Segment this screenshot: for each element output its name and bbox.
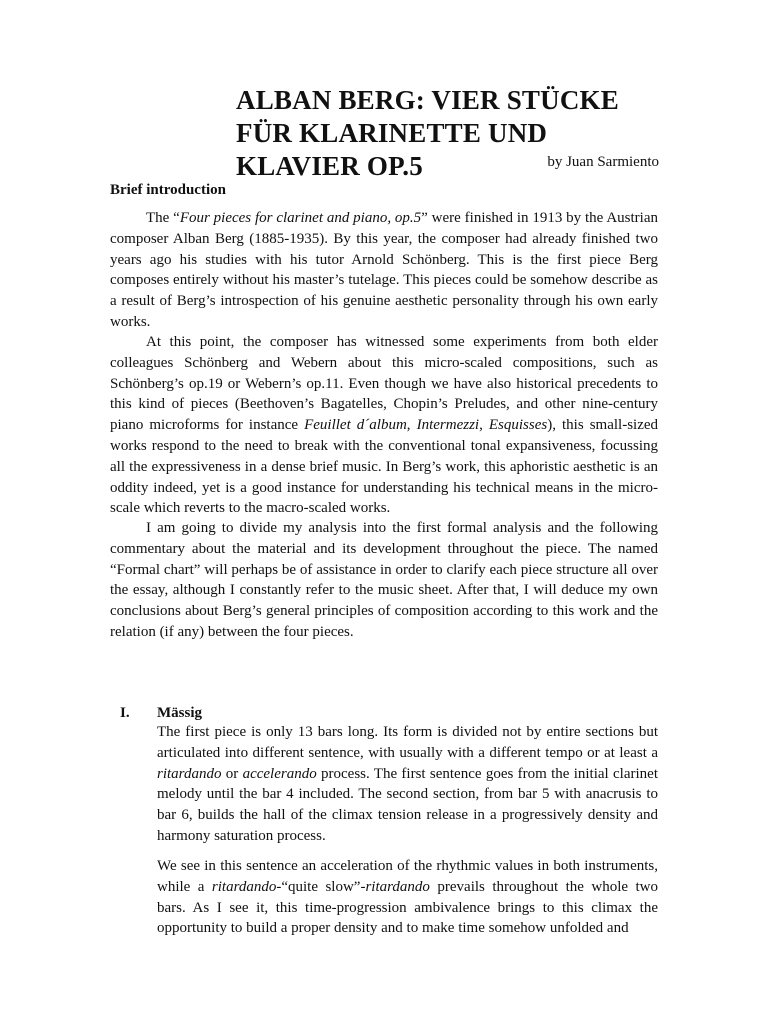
text-run: process. The first sentence goes from the initial clarinet melody until the bar 4 included. The second section, from bar 5 with anacrusis to bar 6, builds the hall of the climax tension release in a progressively density and harmony saturation process. — [157, 765, 658, 844]
section-number: I. — [120, 705, 130, 721]
text-run: , — [479, 417, 489, 434]
text-run: The first piece is only 13 bars long. Its form is divided not by entire sections but articulated into different sentence, with usually with a different tempo or at least a — [157, 724, 658, 761]
text-run-italic: ritardando — [211, 878, 277, 895]
text-run: I am going to divide my analysis into the first formal analysis and the following commentary about the material and its development throughout the piece. The named “Formal chart” will perhaps be of assistance in order to clarify each piece structure all over the essay, although I constantly refer to the music sheet. After that, I will deduce my own conclusions about Berg’s general principles of composition according to this work and the relation (if any) between the four pieces. — [110, 520, 658, 640]
text-run-italic: Four pieces for clarinet and piano, op.5 — [179, 210, 422, 226]
intro-heading: Brief introduction — [110, 182, 226, 198]
text-run-italic: ritardando — [365, 878, 430, 895]
text-run-italic: Intermezzi — [416, 417, 480, 434]
intro-paragraph — [110, 332, 658, 519]
text-run: -“quite slow”- — [276, 878, 366, 895]
text-run: prevails throughout the whole two bars. As I see it, this time-progression ambivalence brings to this climax the opportunity to build a proper density and to make time somehow unfolded and — [157, 878, 659, 937]
text-run: We see in this sentence an acceleration of the rhythmic values in both instruments, while a — [157, 858, 658, 895]
text-run: At this point, the composer has witnessed some experiments from both elder colleagues Schönberg and Webern about this micro-scaled compositions, such as Schönberg’s op.19 or Webern’s op.11. Even though we have also historical precedents to this kind of pieces (Beethoven’s Bagatelles, Chopin’s Preludes, and other nine-century piano microforms for instance — [110, 334, 658, 434]
intro-paragraph — [110, 208, 658, 333]
section-paragraph — [157, 856, 658, 939]
section-paragraph — [157, 722, 658, 847]
text-run: , — [406, 417, 417, 434]
section-heading — [120, 703, 202, 723]
section-title: Mässig — [157, 705, 202, 721]
page-title: ALBAN BERG: VIER STÜCKE FÜR KLARINETTE UND KLAVIER OP.5 — [236, 85, 619, 181]
text-run-italic: Esquisses — [488, 417, 548, 434]
text-run: ), this small-sized works respond to the need to break with the conventional tonal expansiveness, focussing all the expressiveness in a dense brief music. In Berg’s work, this aphoristic aesthetic is an oddity indeed, yet is a good instance for understanding his technical means in the micro-scale which reverts to the macro-scaled works. — [110, 417, 659, 517]
text-run-italic: Feuillet d´album — [304, 417, 407, 434]
text-run: The “ — [146, 210, 180, 226]
intro-paragraph — [110, 518, 658, 643]
text-run: ” were finished in 1913 by the Austrian composer Alban Berg (1885-1935). By this year, the composer had already finished two years ago his studies with his tutor Arnold Schönberg. This is the first piece Berg composes entirely without his master’s tutelage. This pieces could be somehow describe as a result of Berg’s introspection of his genuine aesthetic personality through his own early works. — [110, 210, 658, 330]
author-byline: by Juan Sarmiento — [547, 154, 659, 170]
text-run-italic: ritardando — [157, 765, 222, 782]
text-run: or — [221, 765, 243, 782]
text-run-italic: accelerando — [242, 765, 317, 782]
